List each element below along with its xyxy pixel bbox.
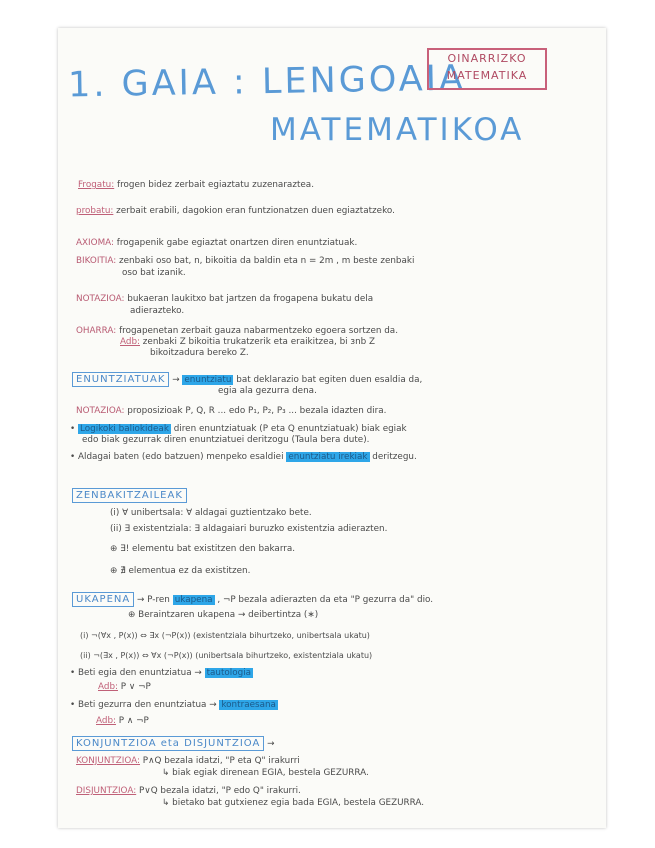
disjuntzioa-line [76,786,301,797]
ukapena-line [70,700,278,711]
line-lead: • [70,424,76,434]
highlighted-term: enuntziatu irekiak [288,452,368,462]
definition-text: frogapenetan zerbait gauza nabarmentzeko egoera sortzen da. [119,326,398,336]
line-lead: → P-ren [137,595,170,605]
definition-text: adierazteko. [130,306,185,316]
definition-line [76,256,414,267]
definition-line [76,206,395,217]
disjuntzioa-line: ↳ bietako bat gutxienez egia bada EGIA, bestela GEZURRA. [162,798,425,808]
konjuntzioa-line: ↳ biak egiak direnean EGIA, bestela GEZURRA. [162,768,369,778]
ukapena-line: (i) ¬(∀x , P(x)) ⇔ ∃x (¬P(x)) (existentziala bihurtzeko, unibertsala ukatu) [80,631,370,640]
konjuntzioa-text: P∧Q bezala idatzi, "P eta Q" irakurri [142,756,300,766]
disjuntzioa-text: P∨Q bezala idatzi, "P edo Q" irakurri. [138,786,301,796]
zenbakitzaileak-heading: ZENBAKITZAILEAK [72,488,187,503]
definition-line [76,326,398,337]
definition-term: AXIOMA: [76,238,114,248]
line-lead: → [172,375,180,385]
highlighted-term: tautologia [206,668,252,678]
ukapena-line [72,592,433,607]
zenbakitzaileak-line: ⊕ ∄ elementua ez da existitzen. [110,566,251,576]
enuntziatuak-line [218,386,317,397]
enuntziatuak-line [72,372,422,387]
definition-text: zerbait erabili, dagokion eran funtzionatzen duen egiaztatzeko. [116,206,395,216]
highlighted-term: ukapena [174,595,213,605]
definition-text: frogapenik gabe egiaztat onartzen diren enuntziatuak. [116,238,358,248]
definition-text: bukaeran laukitxo bat jartzen da frogapena bukatu dela [127,294,374,304]
subject-label-line2: MATEMATIKA [446,69,528,82]
ukapena-line [98,682,151,693]
ukapena-line [70,668,253,679]
line-text: , ¬P bezala adierazten da eta "P gezurra da" dio. [217,595,434,605]
definition-term: Frogatu: [78,180,115,190]
line-lead: Adb: [96,716,116,726]
line-text: proposizioak P, Q, R ... edo P₁, P₂, P₃ ... bezala idazten dira. [127,406,387,416]
highlighted-term: kontraesana [221,700,276,710]
definition-text: frogen bidez zerbait egiaztatu zuzenaraztea. [117,180,314,190]
konjuntzioa-line [76,756,300,767]
subject-label-line1: OINARRIZKO [447,52,527,65]
definition-text: zenbaki Z bikoitia trukatzerik eta eraikitzea, bi ɜnb Z [142,337,376,347]
enuntziatuak-line [76,406,386,417]
line-lead: • [70,668,76,678]
disjuntzioa-term: DISJUNTZIOA: [76,786,137,796]
definition-term: Adb: [120,337,140,347]
page-title-line2: MATEMATIKOA [270,112,525,148]
definition-line [78,180,314,191]
line-text: bat deklarazio bat egiten duen esaldia da, [236,375,423,385]
definition-text: zenbaki oso bat, n, bikoitia da baldin eta n = 2m , m beste zenbaki [119,256,415,266]
line-text: Beti gezurra den enuntziatua → [78,700,217,710]
line-text: P ∧ ¬P [118,716,149,726]
line-text: egia ala gezurra dena. [218,386,317,396]
ukapena-line: (ii) ¬(∃x , P(x)) ⇔ ∀x (¬P(x)) (unibertsala bihurtzeko, existentziala ukatu) [80,651,373,660]
line-text: edo biak gezurrak diren enuntziatuei deritzogu (Taula bera dute). [82,435,370,445]
definition-line [122,268,186,279]
definition-line [120,337,375,348]
highlighted-term: Logikoki baliokideak [80,424,169,434]
definition-line [76,294,373,305]
page-title-line1: 1. GAIA : LENGOAIA [67,58,467,106]
line-text: P ∨ ¬P [120,682,151,692]
line-lead: NOTAZIOA: [76,406,125,416]
line-text: Beti egia den enuntziatua → [78,668,202,678]
definition-term: BIKOITIA: [76,256,117,266]
ukapena-line [96,716,149,727]
konjuntzioa-term: KONJUNTZIOA: [76,756,140,766]
zenbakitzaileak-heading-line [72,488,187,503]
definition-term: probatu: [76,206,114,216]
definition-line [150,348,249,359]
definition-line [76,238,357,249]
enuntziatuak-line [70,424,407,435]
ukapena-heading: UKAPENA [72,592,134,607]
line-lead: Adb: [98,682,118,692]
zenbakitzaileak-line: (ii) ∃ existentziala: ∃ aldagaiari buruzko existentzia adierazten. [110,524,388,534]
konjuntzioa-heading: KONJUNTZIOA eta DISJUNTZIOA [72,736,264,751]
enuntziatuak-line [70,452,417,463]
konjuntzioa-heading-line: KONJUNTZIOA eta DISJUNTZIOA → [72,736,274,751]
ukapena-line: ⊕ Beraintzaren ukapena → deibertintza (∗) [128,610,319,620]
line-lead: • [70,700,76,710]
line-text: diren enuntziatuak (P eta Q enuntziatuak) biak egiak [173,424,407,434]
definition-text: oso bat izanik. [122,268,186,278]
definition-text: bikoitzadura bereko Z. [150,348,249,358]
line-text: deritzegu. [372,452,417,462]
definition-term: NOTAZIOA: [76,294,125,304]
enuntziatuak-heading: ENUNTZIATUAK [72,372,169,387]
definition-term: OHARRA: [76,326,117,336]
line-text: Aldagai baten (edo batzuen) menpeko esaldiei [78,452,284,462]
zenbakitzaileak-line: ⊕ ∃! elementu bat existitzen den bakarra. [110,544,296,554]
highlighted-term: enuntziatu [184,375,232,385]
definition-line [130,306,184,317]
subject-label-box [427,48,547,90]
enuntziatuak-line [82,435,369,446]
zenbakitzaileak-line: (i) ∀ unibertsala: ∀ aldagai guztientzako bete. [110,508,312,518]
line-lead: • [70,452,76,462]
